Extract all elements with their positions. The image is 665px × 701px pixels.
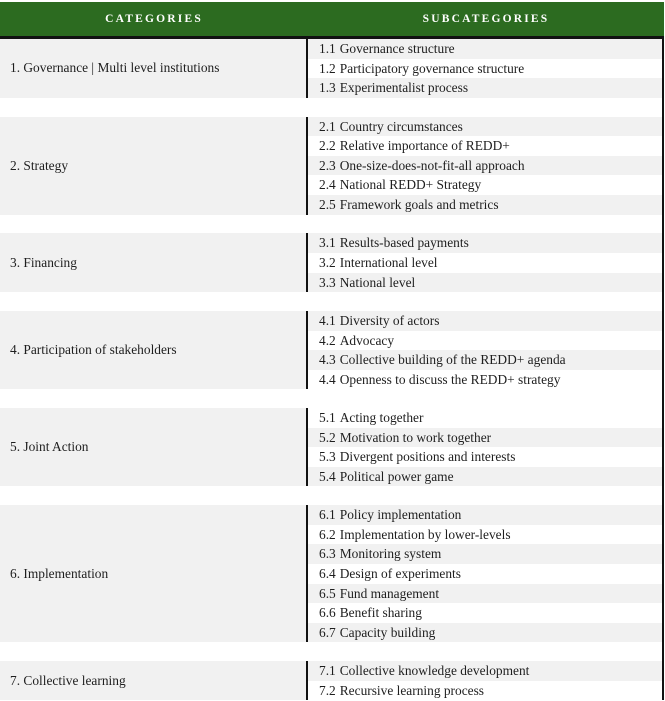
subcategory-code: 2.4	[319, 177, 336, 193]
category-label: 7. Collective learning	[10, 672, 126, 688]
subcategory-code: 4.3	[319, 352, 336, 368]
subcategory-list	[308, 233, 662, 292]
subcategory-list	[308, 117, 662, 215]
subcategory-row	[308, 681, 662, 701]
group-gap	[0, 215, 662, 234]
subcategory-label: International level	[339, 254, 438, 270]
column-header-categories: CATEGORIES	[105, 13, 203, 25]
subcategory-label: Experimentalist process	[339, 80, 469, 96]
subcategory-code: 5.3	[319, 449, 336, 465]
subcategory-label: Openness to discuss the REDD+ strategy	[339, 371, 561, 387]
subcategory-label: Design of experiments	[339, 566, 461, 582]
subcategory-code: 2.5	[319, 196, 336, 212]
subcategory-code: 5.2	[319, 429, 336, 445]
category-group-4	[0, 311, 662, 389]
group-gap	[0, 486, 662, 505]
subcategory-list	[308, 39, 662, 98]
subcategory-code: 6.5	[319, 585, 336, 601]
subcategory-label: Country circumstances	[339, 118, 463, 134]
subcategory-code: 7.2	[319, 682, 336, 698]
category-group-1	[0, 39, 662, 98]
subcategory-label: Benefit sharing	[339, 605, 422, 621]
subcategory-label: National REDD+ Strategy	[339, 177, 482, 193]
subcategory-code: 6.4	[319, 566, 336, 582]
subcategory-list	[308, 505, 662, 642]
subcategory-list	[308, 661, 662, 700]
subcategory-row	[308, 350, 662, 370]
category-cell	[0, 408, 306, 486]
subcategory-code: 2.2	[319, 138, 336, 154]
subcategory-row	[308, 253, 662, 273]
subcategory-label: Results-based payments	[339, 235, 469, 251]
subcategory-row	[308, 370, 662, 390]
category-label: 3. Financing	[10, 254, 77, 270]
subcategory-row	[308, 447, 662, 467]
subcategory-code: 3.1	[319, 235, 336, 251]
category-cell	[0, 117, 306, 215]
subcategory-row	[308, 525, 662, 545]
subcategory-label: Framework goals and metrics	[339, 196, 499, 212]
subcategory-label: Relative importance of REDD+	[339, 138, 510, 154]
subcategory-code: 5.4	[319, 468, 336, 484]
subcategory-label: Capacity building	[339, 624, 436, 640]
subcategory-label: Monitoring system	[339, 546, 442, 562]
category-group-7	[0, 661, 662, 700]
subcategory-label: Collective building of the REDD+ agenda	[339, 352, 566, 368]
subcategory-row	[308, 623, 662, 643]
subcategory-row	[308, 156, 662, 176]
table-header	[0, 2, 664, 39]
subcategory-code: 4.2	[319, 332, 336, 348]
category-cell	[0, 661, 306, 700]
subcategory-label: Motivation to work together	[339, 429, 492, 445]
subcategory-code: 2.3	[319, 157, 336, 173]
subcategory-row	[308, 311, 662, 331]
category-label: 2. Strategy	[10, 157, 69, 173]
subcategory-row	[308, 584, 662, 604]
subcategory-code: 3.2	[319, 254, 336, 270]
category-group-6	[0, 505, 662, 642]
category-group-2	[0, 117, 662, 215]
subcategory-label: Fund management	[339, 585, 440, 601]
subcategory-row	[308, 39, 662, 59]
subcategory-code: 3.3	[319, 274, 336, 290]
subcategory-list	[308, 311, 662, 389]
category-group-3	[0, 233, 662, 292]
subcategory-row	[308, 175, 662, 195]
subcategory-label: National level	[339, 274, 416, 290]
subcategory-label: One-size-does-not-fit-all approach	[339, 157, 525, 173]
subcategory-label: Advocacy	[339, 332, 395, 348]
category-cell	[0, 505, 306, 642]
subcategory-label: Acting together	[339, 410, 424, 426]
category-label: 4. Participation of stakeholders	[10, 342, 177, 358]
subcategory-code: 1.1	[319, 41, 336, 56]
subcategory-label: Diversity of actors	[339, 312, 440, 328]
subcategory-list	[308, 408, 662, 486]
subcategory-row	[308, 544, 662, 564]
subcategory-row	[308, 195, 662, 215]
subcategory-row	[308, 78, 662, 98]
subcategory-code: 6.3	[319, 546, 336, 562]
subcategory-row	[308, 428, 662, 448]
subcategory-row	[308, 273, 662, 293]
group-gap	[0, 642, 662, 661]
category-cell	[0, 233, 306, 292]
subcategory-label: Implementation by lower-levels	[339, 526, 511, 542]
subcategory-row	[308, 603, 662, 623]
column-header-subcategories: SUBCATEGORIES	[422, 13, 550, 25]
subcategory-label: Collective knowledge development	[339, 663, 530, 679]
subcategory-row	[308, 505, 662, 525]
category-label: 5. Joint Action	[10, 439, 89, 455]
subcategory-row	[308, 467, 662, 487]
subcategory-row	[308, 661, 662, 681]
subcategory-code: 1.3	[319, 80, 336, 96]
subcategory-label: Policy implementation	[339, 507, 462, 523]
category-group-5	[0, 408, 662, 486]
table-body	[0, 39, 664, 700]
subcategory-row	[308, 331, 662, 351]
subcategory-label: Recursive learning process	[339, 682, 485, 698]
subcategory-code: 4.1	[319, 312, 336, 328]
subcategory-row	[308, 564, 662, 584]
subcategory-code: 7.1	[319, 663, 336, 679]
subcategory-code: 6.2	[319, 526, 336, 542]
subcategory-row	[308, 117, 662, 137]
subcategory-row	[308, 59, 662, 79]
subcategory-label: Participatory governance structure	[339, 60, 525, 76]
category-label: 1. Governance | Multi level institutions	[10, 60, 220, 76]
subcategory-code: 5.1	[319, 410, 336, 426]
subcategory-code: 2.1	[319, 118, 336, 134]
subcategory-label: Divergent positions and interests	[339, 449, 516, 465]
group-gap	[0, 98, 662, 117]
group-gap	[0, 292, 662, 311]
subcategory-code: 6.1	[319, 507, 336, 523]
subcategory-code: 6.7	[319, 624, 336, 640]
subcategory-code: 6.6	[319, 605, 336, 621]
category-label: 6. Implementation	[10, 565, 109, 581]
subcategory-code: 4.4	[319, 371, 336, 387]
subcategory-row	[308, 233, 662, 253]
category-cell	[0, 311, 306, 389]
subcategory-row	[308, 136, 662, 156]
subcategory-code: 1.2	[319, 60, 336, 76]
category-cell	[0, 39, 306, 98]
subcategory-row	[308, 408, 662, 428]
subcategory-label: Political power game	[339, 468, 454, 484]
subcategory-label: Governance structure	[339, 41, 455, 56]
group-gap	[0, 389, 662, 408]
